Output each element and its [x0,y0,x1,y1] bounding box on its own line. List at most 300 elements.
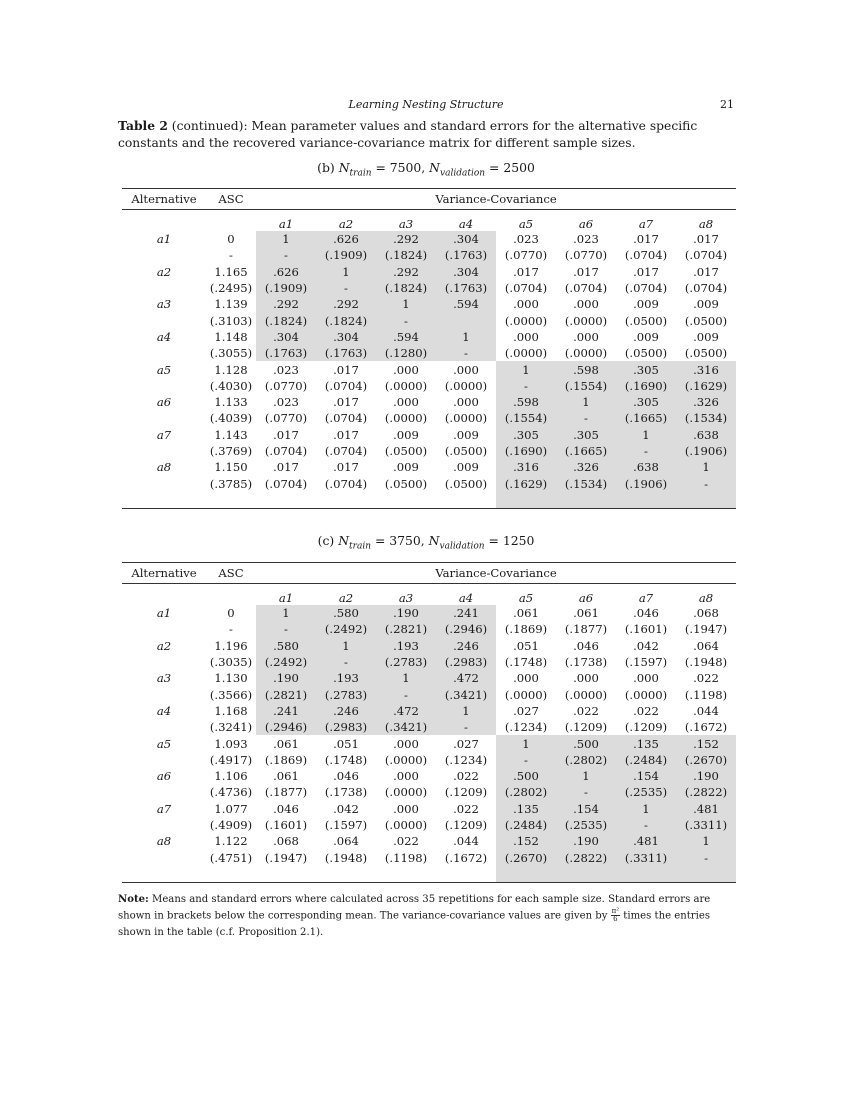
header-variance-covariance: Variance-Covariance [256,189,736,210]
mean-cell: .061 [573,606,599,621]
row-label-a7: a7 [156,801,172,816]
mean-cell: .304 [436,231,496,247]
mean-cell: .000 [453,395,479,410]
se-cell: - [229,622,233,637]
se-cell: (.1763) [316,345,376,361]
table-row [122,361,736,377]
mean-cell: .046 [633,606,659,621]
mean-cell: .580 [256,638,316,654]
row-label-a2: a2 [156,264,172,279]
mean-cell: .017 [333,427,359,442]
header-variance-covariance: Variance-Covariance [256,563,736,584]
se-cell: (.0704) [324,378,368,393]
se-cell: (.0770) [564,248,608,263]
se-cell: (.4736) [209,785,253,800]
mean-cell: .017 [333,460,359,475]
mean-cell: 0 [227,232,235,247]
mean-cell: .326 [676,394,736,410]
mean-cell: 1 [316,638,376,654]
se-cell: - [316,654,376,670]
se-cell: (.3785) [209,476,253,491]
mean-cell: .190 [556,833,616,849]
se-cell: - [556,410,616,426]
mean-cell: 1 [556,394,616,410]
mean-cell: .305 [496,427,556,443]
se-cell: (.0000) [444,378,488,393]
se-cell: (.0770) [264,411,308,426]
se-cell: (.0500) [444,444,488,458]
se-cell: (.0500) [684,313,728,328]
row-label-a1: a1 [156,232,172,247]
row-label-a4: a4 [156,703,172,718]
col-header-a3: a3 [398,216,414,231]
se-cell: (.1690) [616,378,676,394]
mean-cell: .326 [556,459,616,475]
mean-cell: .061 [513,606,539,621]
table-row [122,329,736,345]
se-cell: (.2983) [316,719,376,735]
mean-cell: .305 [616,394,676,410]
se-cell: (.1554) [556,378,616,394]
mean-cell: 1.133 [214,395,248,410]
table-row [122,735,736,751]
se-cell: (.0704) [624,281,668,296]
se-cell: (.0000) [564,687,608,702]
se-cell: (.1690) [496,443,556,459]
mean-cell: .000 [633,671,659,686]
se-cell: (.0704) [324,444,368,458]
se-cell: (.0704) [264,476,308,491]
mean-cell: .304 [436,264,496,280]
se-cell: (.2983) [436,654,496,670]
mean-cell: 1 [496,735,556,751]
note-label: Note: [118,894,149,905]
se-cell: (.3311) [676,817,736,833]
se-cell: (.1209) [564,720,608,735]
se-cell: (.3103) [209,313,253,328]
header-asc: ASC [206,189,256,210]
mean-cell: .000 [393,769,419,784]
table-row [122,459,736,475]
mean-cell: .500 [496,768,556,784]
se-cell: (.1877) [564,622,608,637]
mean-cell: .241 [436,605,496,621]
subtable-b-caption: (b) $N_{train} = 7500$, $N_{validation} = 2500$ [317,160,535,179]
mean-cell: .022 [573,703,599,718]
mean-cell: 1 [616,801,676,817]
se-cell: (.1198) [684,687,728,702]
se-cell: (.1629) [676,378,736,394]
mean-cell: 1.130 [214,671,248,686]
se-cell: (.0500) [384,444,428,458]
table-row [122,280,736,296]
mean-cell: 1 [496,361,556,377]
table-row [122,475,736,491]
note-text-before: Means and standard errors where calculated across 35 repetitions for each sample size. Standard errors are shown in brackets below the corresponding mean. The variance-covariance values are given by [118,894,711,922]
mean-cell: .022 [393,834,419,849]
mean-cell: .304 [256,329,316,345]
se-cell: (.1601) [624,622,668,637]
se-cell: (.2484) [616,752,676,768]
mean-cell: .064 [333,834,359,849]
row-label-a2: a2 [156,638,172,653]
se-cell: (.1209) [444,785,488,800]
se-cell: (.1209) [444,818,488,832]
se-cell: (.1763) [436,247,496,263]
se-cell: (.2783) [376,654,436,670]
mean-cell: .000 [573,671,599,686]
se-cell: (.0000) [384,785,428,800]
mean-cell: .051 [513,638,539,653]
mean-cell: 1.139 [214,297,248,312]
se-cell: - [256,621,316,637]
header-alternative: Alternative [122,563,206,584]
se-cell: (.0500) [624,313,668,328]
table-row [122,801,736,817]
row-label-a7: a7 [156,427,172,442]
table-row [122,719,736,735]
row-label-a6: a6 [156,769,172,784]
se-cell: (.1601) [264,818,308,832]
mean-cell: .316 [496,459,556,475]
mean-cell: 1.106 [214,769,248,784]
mean-cell: .044 [693,703,719,718]
se-cell: (.2821) [256,686,316,702]
mean-cell: .044 [453,834,479,849]
table-row [122,703,736,719]
mean-cell: .000 [513,297,539,312]
se-cell: (.2946) [256,719,316,735]
mean-cell: .154 [616,768,676,784]
col-header-a6: a6 [578,590,594,605]
mean-cell: .292 [316,296,376,312]
mean-cell: 1.150 [214,460,248,475]
se-cell: (.1824) [376,280,436,296]
mean-cell: .190 [376,605,436,621]
header-asc: ASC [206,563,256,584]
se-cell: (.4917) [209,752,253,767]
mean-cell: .017 [513,264,539,279]
se-cell: - [616,817,676,833]
mean-cell: 1.196 [214,638,248,653]
mean-cell: 1 [376,296,436,312]
se-cell: (.0704) [564,281,608,296]
col-header-a5: a5 [518,216,534,231]
row-label-a3: a3 [156,671,172,686]
mean-cell: .000 [453,362,479,377]
mean-cell: .000 [393,395,419,410]
se-cell: (.1869) [504,622,548,637]
se-cell: (.0000) [504,313,548,328]
subtable-c [122,562,736,883]
se-cell: - [436,345,496,361]
se-cell: - [436,719,496,735]
table-row [122,833,736,849]
se-cell: (.0704) [504,281,548,296]
se-cell: (.1672) [444,850,488,865]
mean-cell: .305 [616,361,676,377]
se-cell: (.3035) [209,655,253,670]
table-row [122,605,736,621]
mean-cell: .042 [333,801,359,816]
se-cell: (.0000) [384,378,428,393]
table-row [122,670,736,686]
mean-cell: .009 [393,427,419,442]
se-cell: (.1909) [256,280,316,296]
se-cell: (.1906) [616,475,676,491]
mean-cell: .292 [256,296,316,312]
caption-label: Table 2 [118,118,168,133]
mean-cell: .023 [273,362,299,377]
mean-cell: .246 [436,638,496,654]
se-cell: (.3055) [209,346,253,361]
se-cell: (.3241) [209,720,253,735]
mean-cell: .017 [633,232,659,247]
se-cell: (.0000) [384,818,428,832]
se-cell: (.1948) [324,850,368,865]
se-cell: (.2822) [556,849,616,865]
se-cell: (.4030) [209,378,253,393]
mean-cell: .481 [676,801,736,817]
mean-cell: 1 [556,768,616,784]
mean-cell: .135 [496,801,556,817]
se-cell: - [676,475,736,491]
mean-cell: .022 [693,671,719,686]
table-row [122,247,736,263]
se-cell: (.0000) [564,346,608,361]
col-header-a7: a7 [638,216,654,231]
row-label-a3: a3 [156,297,172,312]
mean-cell: .598 [496,394,556,410]
se-cell: (.1672) [684,720,728,735]
se-cell: (.2492) [316,621,376,637]
se-cell: (.2822) [676,784,736,800]
table-row [122,378,736,394]
mean-cell: .193 [316,670,376,686]
se-cell: (.1234) [444,752,488,767]
mean-cell: .017 [273,460,299,475]
se-cell: (.1629) [496,475,556,491]
row-label-a1: a1 [156,606,172,621]
se-cell: (.1763) [256,345,316,361]
se-cell: (.0770) [504,248,548,263]
row-label-a6: a6 [156,395,172,410]
mean-cell: .009 [633,297,659,312]
se-cell: (.0500) [624,346,668,361]
mean-cell: 1 [316,264,376,280]
se-cell: - [316,280,376,296]
se-cell: - [616,443,676,459]
mean-cell: .000 [393,362,419,377]
se-cell: - [229,248,233,263]
se-cell: (.2492) [256,654,316,670]
se-cell: (.1738) [324,785,368,800]
table-row [122,312,736,328]
col-header-a8: a8 [698,216,714,231]
table-row [122,296,736,312]
col-header-a4: a4 [458,590,474,605]
se-cell: (.3421) [436,686,496,702]
se-cell: (.0500) [684,346,728,361]
se-cell: (.2495) [209,281,253,296]
se-cell: (.0000) [504,687,548,702]
se-cell: (.1534) [556,475,616,491]
mean-cell: .292 [376,264,436,280]
header-alternative: Alternative [122,189,206,210]
row-label-a8: a8 [156,834,172,849]
mean-cell: .594 [436,296,496,312]
se-cell: (.2821) [376,621,436,637]
mean-cell: 1 [256,605,316,621]
table-row [122,686,736,702]
row-label-a8: a8 [156,460,172,475]
mean-cell: .017 [273,427,299,442]
table-row [122,752,736,768]
se-cell: (.0000) [384,752,428,767]
se-cell: (.1198) [384,850,428,865]
se-cell: (.1534) [676,410,736,426]
col-header-a6: a6 [578,216,594,231]
mean-cell: .023 [513,232,539,247]
mean-cell: 1 [376,670,436,686]
table-row [122,264,736,280]
mean-cell: .017 [333,395,359,410]
se-cell: (.2783) [316,686,376,702]
mean-cell: .241 [256,703,316,719]
se-cell: (.1947) [684,622,728,637]
col-header-a1: a1 [278,590,294,605]
mean-cell: 1 [676,459,736,475]
mean-cell: 1.122 [214,834,248,849]
mean-cell: 1.168 [214,703,248,718]
se-cell: (.0704) [264,444,308,458]
table-row [122,427,736,443]
subtable-b [122,188,736,509]
se-cell: (.1906) [676,443,736,459]
mean-cell: .046 [573,638,599,653]
mean-cell: 1.128 [214,362,248,377]
se-cell: - [676,849,736,865]
se-cell: - [496,378,556,394]
se-cell: (.2802) [496,784,556,800]
se-cell: (.4039) [209,411,253,426]
mean-cell: .009 [453,427,479,442]
table-row [122,621,736,637]
se-cell: (.1824) [376,247,436,263]
row-label-a5: a5 [156,736,172,751]
subtable-c-caption: (c) $N_{train} = 3750$, $N_{validation} = 1250$ [317,533,535,552]
se-cell: (.1824) [256,312,316,328]
se-cell: (.1748) [504,655,548,670]
mean-cell: 1.077 [214,801,248,816]
mean-cell: .009 [393,460,419,475]
mean-cell: .022 [453,769,479,784]
mean-cell: .042 [633,638,659,653]
mean-cell: 1.143 [214,427,248,442]
se-cell: (.3566) [209,687,253,702]
se-cell: (.1665) [616,410,676,426]
mean-cell: 1 [256,231,316,247]
se-cell [436,312,496,328]
se-cell: (.0500) [384,476,428,491]
mean-cell: .027 [453,736,479,751]
mean-cell: .316 [676,361,736,377]
mean-cell: .017 [693,232,719,247]
mean-cell: .068 [693,606,719,621]
mean-cell: .292 [376,231,436,247]
se-cell: (.1909) [316,247,376,263]
mean-cell: .068 [273,834,299,849]
se-cell: (.0000) [564,313,608,328]
mean-cell: .046 [273,801,299,816]
se-cell: (.1665) [556,443,616,459]
mean-cell: .472 [436,670,496,686]
se-cell: (.2802) [556,752,616,768]
se-cell: (.2535) [556,817,616,833]
mean-cell: 1.148 [214,329,248,344]
se-cell: (.0704) [684,248,728,263]
se-cell: (.1824) [316,312,376,328]
row-label-a5: a5 [156,362,172,377]
mean-cell: .022 [453,801,479,816]
se-cell: (.1948) [684,655,728,670]
table-row [122,849,736,865]
se-cell: (.2535) [616,784,676,800]
se-cell: (.1554) [496,410,556,426]
mean-cell: .304 [316,329,376,345]
se-cell: (.0704) [684,281,728,296]
mean-cell: .152 [676,735,736,751]
se-cell: (.4751) [209,850,253,865]
mean-cell: .017 [693,264,719,279]
se-cell: (.1869) [264,752,308,767]
table-row [122,817,736,833]
se-cell: (.1234) [504,720,548,735]
mean-cell: 1 [436,329,496,345]
mean-cell: .017 [333,362,359,377]
mean-cell: .023 [273,395,299,410]
col-header-a3: a3 [398,590,414,605]
se-cell: (.1947) [264,850,308,865]
table-row [122,784,736,800]
caption-text: (continued): Mean parameter values and standard errors for the alternative specific constants and the recovered variance-covariance matrix for different sample sizes. [118,119,698,150]
se-cell: (.1209) [624,720,668,735]
se-cell: - [556,784,616,800]
table-row [122,345,736,361]
mean-cell: .000 [573,297,599,312]
se-cell: (.3769) [209,444,253,458]
mean-cell: 0 [227,606,235,621]
se-cell: - [496,752,556,768]
mean-cell: 1.093 [214,736,248,751]
mean-cell: .626 [316,231,376,247]
mean-cell: .472 [376,703,436,719]
mean-cell: .061 [273,769,299,784]
se-cell: - [376,686,436,702]
se-cell: (.0000) [444,411,488,426]
mean-cell: 1.165 [214,264,248,279]
se-cell: (.0770) [264,378,308,393]
se-cell: (.2670) [676,752,736,768]
table-row [122,768,736,784]
se-cell: (.3421) [376,719,436,735]
se-cell: (.2946) [436,621,496,637]
col-header-a7: a7 [638,590,654,605]
mean-cell: .000 [393,801,419,816]
mean-cell: .027 [513,703,539,718]
col-header-a2: a2 [338,216,354,231]
mean-cell: .022 [633,703,659,718]
